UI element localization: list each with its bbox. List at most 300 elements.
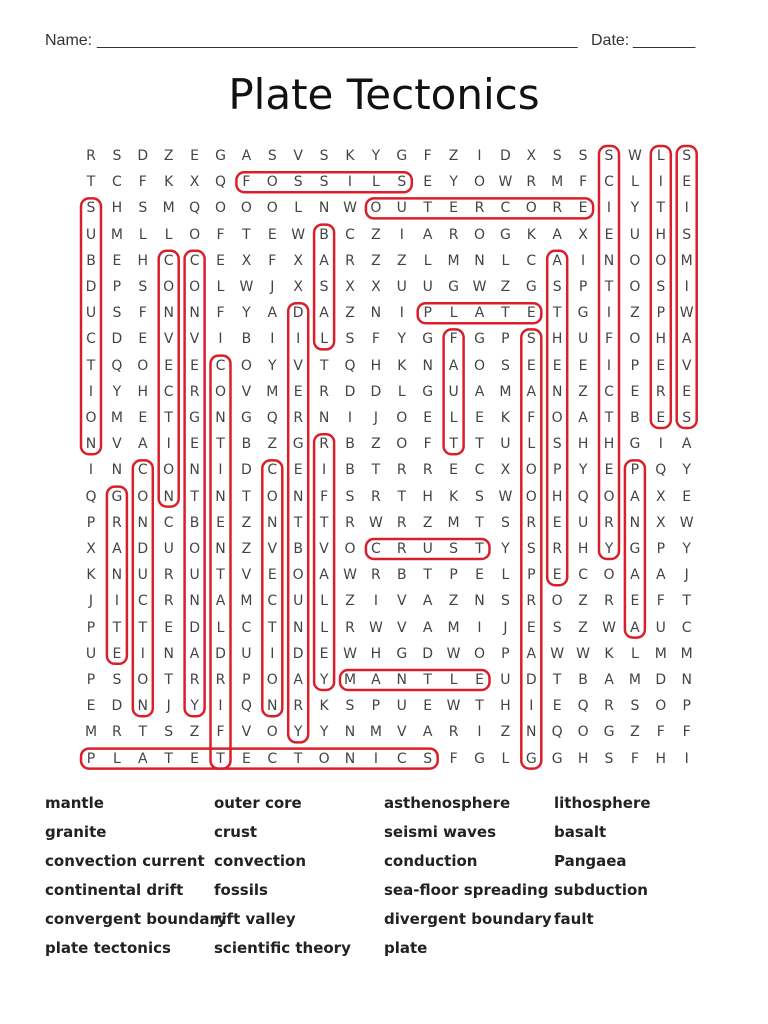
grid-letter[interactable]: B bbox=[86, 252, 96, 269]
grid-letter[interactable]: C bbox=[604, 174, 614, 191]
grid-letter[interactable]: E bbox=[449, 200, 459, 217]
grid-letter[interactable]: O bbox=[266, 724, 278, 741]
grid-letter[interactable]: M bbox=[680, 252, 693, 269]
grid-letter[interactable]: P bbox=[578, 279, 588, 295]
grid-letter[interactable]: C bbox=[215, 357, 226, 374]
grid-letter[interactable]: F bbox=[242, 174, 251, 191]
grid-letter[interactable]: E bbox=[190, 750, 200, 767]
grid-letter[interactable]: F bbox=[604, 331, 614, 348]
grid-letter[interactable]: O bbox=[137, 672, 149, 688]
grid-letter[interactable]: S bbox=[604, 750, 614, 767]
grid-letter[interactable]: G bbox=[525, 750, 537, 767]
grid-letter[interactable]: O bbox=[603, 567, 615, 584]
grid-letter[interactable]: D bbox=[137, 148, 149, 164]
grid-letter[interactable]: E bbox=[190, 357, 200, 374]
grid-letter[interactable]: T bbox=[164, 672, 173, 688]
grid-letter[interactable]: D bbox=[344, 383, 356, 400]
grid-letter[interactable]: Z bbox=[189, 724, 200, 741]
grid-letter[interactable]: V bbox=[397, 619, 407, 636]
grid-letter[interactable]: E bbox=[267, 226, 277, 243]
grid-letter[interactable]: U bbox=[85, 226, 97, 243]
grid-letter[interactable]: A bbox=[293, 672, 303, 688]
grid-letter[interactable]: C bbox=[241, 619, 252, 636]
grid-letter[interactable]: Q bbox=[85, 488, 97, 505]
grid-letter[interactable]: A bbox=[448, 357, 459, 374]
grid-letter[interactable]: Z bbox=[500, 724, 511, 741]
grid-letter[interactable]: O bbox=[603, 488, 615, 505]
grid-letter[interactable]: T bbox=[501, 305, 510, 322]
grid-letter[interactable]: W bbox=[368, 514, 383, 531]
grid-letter[interactable]: Y bbox=[449, 174, 458, 191]
grid-letter[interactable]: V bbox=[293, 357, 303, 374]
grid-letter[interactable]: Q bbox=[240, 698, 252, 715]
grid-letter[interactable]: V bbox=[267, 541, 278, 557]
grid-letter[interactable]: R bbox=[112, 514, 122, 531]
grid-letter[interactable]: I bbox=[373, 593, 378, 610]
grid-letter[interactable]: X bbox=[293, 252, 303, 269]
grid-letter[interactable]: T bbox=[371, 462, 381, 479]
grid-letter[interactable]: G bbox=[525, 279, 537, 295]
grid-letter[interactable]: R bbox=[112, 724, 122, 741]
grid-letter[interactable]: Z bbox=[448, 593, 459, 610]
grid-letter[interactable]: Z bbox=[630, 305, 640, 322]
grid-letter[interactable]: O bbox=[629, 279, 641, 295]
grid-letter[interactable]: F bbox=[449, 750, 458, 767]
grid-letter[interactable]: O bbox=[240, 200, 252, 217]
grid-letter[interactable]: V bbox=[241, 567, 252, 584]
grid-letter[interactable]: L bbox=[216, 619, 225, 636]
grid-letter[interactable]: E bbox=[423, 174, 433, 191]
grid-letter[interactable]: S bbox=[552, 619, 562, 636]
grid-letter[interactable]: A bbox=[319, 567, 329, 584]
grid-letter[interactable]: O bbox=[240, 357, 252, 374]
grid-letter[interactable]: O bbox=[473, 645, 486, 662]
grid-letter[interactable]: V bbox=[189, 331, 200, 348]
grid-letter[interactable]: T bbox=[164, 750, 173, 767]
grid-letter[interactable]: A bbox=[630, 488, 640, 505]
grid-letter[interactable]: S bbox=[397, 174, 407, 191]
grid-letter[interactable]: L bbox=[501, 567, 510, 584]
grid-letter[interactable]: W bbox=[576, 645, 591, 662]
grid-letter[interactable]: X bbox=[578, 226, 588, 243]
grid-letter[interactable]: I bbox=[399, 226, 404, 243]
grid-letter[interactable]: L bbox=[656, 148, 665, 164]
grid-letter[interactable]: C bbox=[267, 750, 278, 767]
grid-letter[interactable]: T bbox=[475, 514, 484, 531]
grid-letter[interactable]: I bbox=[218, 331, 223, 348]
grid-letter[interactable]: S bbox=[500, 593, 510, 610]
grid-letter[interactable]: T bbox=[423, 672, 432, 688]
grid-letter[interactable]: U bbox=[448, 383, 459, 400]
grid-letter[interactable]: T bbox=[552, 305, 562, 322]
grid-letter[interactable]: I bbox=[140, 645, 145, 662]
grid-letter[interactable]: T bbox=[682, 593, 691, 610]
grid-letter[interactable]: Y bbox=[112, 383, 122, 400]
grid-letter[interactable]: T bbox=[604, 410, 614, 426]
grid-letter[interactable]: V bbox=[293, 148, 303, 164]
grid-letter[interactable]: H bbox=[551, 331, 563, 348]
grid-letter[interactable]: E bbox=[552, 357, 562, 374]
grid-letter[interactable]: Z bbox=[397, 252, 407, 269]
grid-letter[interactable]: A bbox=[319, 305, 329, 322]
grid-letter[interactable]: N bbox=[189, 305, 200, 322]
grid-letter[interactable]: C bbox=[86, 331, 96, 348]
grid-letter[interactable]: A bbox=[422, 593, 433, 610]
grid-letter[interactable]: O bbox=[396, 436, 408, 453]
grid-letter[interactable]: I bbox=[658, 174, 663, 191]
grid-letter[interactable]: T bbox=[216, 436, 225, 453]
grid-letter[interactable]: T bbox=[86, 357, 96, 374]
grid-letter[interactable]: R bbox=[526, 514, 537, 531]
grid-letter[interactable]: I bbox=[684, 200, 689, 217]
grid-letter[interactable]: P bbox=[501, 331, 510, 348]
grid-letter[interactable]: H bbox=[422, 488, 433, 505]
grid-letter[interactable]: Y bbox=[630, 200, 640, 217]
grid-letter[interactable]: A bbox=[578, 410, 588, 426]
grid-letter[interactable]: X bbox=[526, 148, 537, 164]
grid-letter[interactable]: I bbox=[296, 331, 301, 348]
grid-letter[interactable]: T bbox=[86, 174, 96, 191]
grid-letter[interactable]: W bbox=[498, 174, 513, 191]
grid-letter[interactable]: J bbox=[88, 593, 94, 610]
grid-letter[interactable]: I bbox=[114, 593, 119, 610]
grid-letter[interactable]: D bbox=[292, 305, 304, 322]
grid-letter[interactable]: U bbox=[163, 541, 174, 557]
grid-letter[interactable]: L bbox=[320, 593, 328, 610]
grid-letter[interactable]: A bbox=[526, 645, 537, 662]
grid-letter[interactable]: Y bbox=[501, 541, 510, 557]
grid-letter[interactable]: G bbox=[577, 305, 589, 322]
grid-letter[interactable]: N bbox=[267, 698, 278, 715]
grid-letter[interactable]: I bbox=[218, 698, 223, 715]
grid-letter[interactable]: R bbox=[422, 462, 433, 479]
grid-letter[interactable]: D bbox=[370, 383, 382, 400]
grid-letter[interactable]: V bbox=[397, 593, 407, 610]
grid-letter[interactable]: I bbox=[658, 436, 663, 453]
grid-letter[interactable]: M bbox=[162, 200, 175, 217]
grid-letter[interactable]: L bbox=[449, 672, 458, 688]
grid-letter[interactable]: E bbox=[604, 226, 614, 243]
grid-letter[interactable]: E bbox=[190, 148, 200, 164]
grid-letter[interactable]: A bbox=[267, 305, 278, 322]
grid-letter[interactable]: G bbox=[111, 488, 123, 505]
grid-letter[interactable]: G bbox=[422, 383, 434, 400]
grid-letter[interactable]: S bbox=[319, 148, 329, 164]
grid-letter[interactable]: E bbox=[112, 252, 122, 269]
grid-letter[interactable]: M bbox=[551, 174, 564, 191]
grid-letter[interactable]: N bbox=[474, 593, 485, 610]
grid-letter[interactable]: L bbox=[320, 331, 328, 348]
grid-letter[interactable]: U bbox=[577, 514, 589, 531]
grid-letter[interactable]: U bbox=[85, 645, 97, 662]
grid-letter[interactable]: B bbox=[578, 672, 588, 688]
grid-letter[interactable]: H bbox=[137, 383, 149, 400]
grid-letter[interactable]: N bbox=[474, 252, 485, 269]
grid-letter[interactable]: P bbox=[630, 357, 640, 374]
grid-letter[interactable]: L bbox=[449, 410, 458, 426]
grid-letter[interactable]: L bbox=[501, 252, 510, 269]
grid-letter[interactable]: M bbox=[266, 383, 279, 400]
grid-letter[interactable]: P bbox=[656, 541, 666, 557]
grid-letter[interactable]: E bbox=[164, 619, 174, 636]
grid-letter[interactable]: A bbox=[526, 383, 537, 400]
grid-letter[interactable]: O bbox=[370, 200, 382, 217]
grid-letter[interactable]: E bbox=[578, 357, 588, 374]
grid-letter[interactable]: Z bbox=[578, 593, 588, 610]
grid-letter[interactable]: V bbox=[112, 436, 122, 453]
grid-letter[interactable]: Y bbox=[578, 462, 588, 479]
grid-letter[interactable]: G bbox=[551, 750, 563, 767]
grid-letter[interactable]: M bbox=[654, 645, 667, 662]
grid-letter[interactable]: E bbox=[423, 698, 433, 715]
grid-letter[interactable]: T bbox=[138, 724, 148, 741]
grid-letter[interactable]: Z bbox=[241, 514, 252, 531]
grid-letter[interactable]: S bbox=[138, 200, 148, 217]
grid-letter[interactable]: S bbox=[293, 174, 303, 191]
grid-letter[interactable]: A bbox=[604, 672, 614, 688]
grid-letter[interactable]: U bbox=[500, 672, 511, 688]
grid-letter[interactable]: M bbox=[447, 619, 460, 636]
grid-letter[interactable]: W bbox=[446, 645, 461, 662]
grid-letter[interactable]: R bbox=[371, 567, 381, 584]
grid-letter[interactable]: D bbox=[85, 279, 97, 295]
grid-letter[interactable]: Q bbox=[655, 462, 667, 479]
grid-letter[interactable]: G bbox=[499, 226, 511, 243]
grid-letter[interactable]: R bbox=[345, 514, 355, 531]
grid-letter[interactable]: N bbox=[292, 488, 304, 505]
grid-letter[interactable]: Y bbox=[319, 724, 329, 741]
grid-letter[interactable]: P bbox=[86, 672, 96, 688]
grid-letter[interactable]: E bbox=[164, 357, 174, 374]
grid-letter[interactable]: C bbox=[371, 541, 381, 557]
grid-letter[interactable]: N bbox=[292, 619, 304, 636]
grid-letter[interactable]: S bbox=[267, 148, 277, 164]
grid-letter[interactable]: N bbox=[370, 305, 382, 322]
grid-letter[interactable]: S bbox=[112, 672, 122, 688]
grid-letter[interactable]: W bbox=[239, 279, 254, 295]
grid-letter[interactable]: X bbox=[86, 541, 96, 557]
grid-letter[interactable]: T bbox=[475, 436, 484, 453]
grid-letter[interactable]: H bbox=[137, 252, 149, 269]
grid-letter[interactable]: A bbox=[474, 305, 485, 322]
grid-letter[interactable]: W bbox=[550, 645, 565, 662]
grid-letter[interactable]: B bbox=[293, 541, 303, 557]
grid-letter[interactable]: U bbox=[655, 619, 666, 636]
grid-letter[interactable]: P bbox=[86, 619, 96, 636]
grid-letter[interactable]: E bbox=[630, 593, 640, 610]
grid-letter[interactable]: P bbox=[552, 462, 562, 479]
grid-letter[interactable]: R bbox=[293, 410, 304, 426]
grid-letter[interactable]: O bbox=[85, 410, 97, 426]
grid-letter[interactable]: J bbox=[684, 567, 689, 584]
grid-letter[interactable]: Z bbox=[448, 148, 459, 164]
grid-letter[interactable]: A bbox=[241, 148, 252, 164]
grid-letter[interactable]: T bbox=[475, 698, 484, 715]
grid-letter[interactable]: S bbox=[112, 148, 122, 164]
grid-letter[interactable]: I bbox=[606, 200, 612, 217]
grid-letter[interactable]: A bbox=[422, 619, 433, 636]
grid-letter[interactable]: A bbox=[681, 436, 692, 453]
grid-letter[interactable]: O bbox=[551, 410, 563, 426]
grid-letter[interactable]: Q bbox=[577, 698, 589, 715]
grid-letter[interactable]: E bbox=[216, 514, 225, 531]
grid-letter[interactable]: S bbox=[578, 148, 588, 164]
grid-letter[interactable]: W bbox=[368, 619, 383, 636]
grid-letter[interactable]: J bbox=[270, 279, 275, 295]
grid-letter[interactable]: J bbox=[373, 410, 378, 426]
grid-letter[interactable]: M bbox=[628, 672, 641, 688]
grid-letter[interactable]: G bbox=[474, 750, 485, 767]
grid-letter[interactable]: N bbox=[215, 410, 226, 426]
grid-letter[interactable]: L bbox=[164, 226, 173, 243]
grid-letter[interactable]: O bbox=[137, 488, 149, 505]
grid-letter[interactable]: N bbox=[551, 383, 563, 400]
grid-letter[interactable]: B bbox=[630, 410, 640, 426]
grid-letter[interactable]: H bbox=[111, 200, 123, 217]
grid-letter[interactable]: T bbox=[475, 541, 484, 557]
grid-letter[interactable]: E bbox=[86, 698, 96, 715]
grid-letter[interactable]: Q bbox=[344, 357, 356, 374]
grid-letter[interactable]: N bbox=[189, 462, 200, 479]
grid-letter[interactable]: I bbox=[373, 750, 378, 767]
grid-letter[interactable]: X bbox=[241, 252, 252, 269]
grid-letter[interactable]: R bbox=[396, 541, 407, 557]
grid-letter[interactable]: M bbox=[499, 383, 512, 400]
grid-letter[interactable]: Q bbox=[189, 200, 201, 217]
grid-letter[interactable]: H bbox=[577, 436, 589, 453]
grid-letter[interactable]: B bbox=[319, 226, 329, 243]
grid-letter[interactable]: E bbox=[112, 645, 122, 662]
grid-letter[interactable]: H bbox=[655, 331, 667, 348]
grid-letter[interactable]: W bbox=[602, 619, 616, 636]
grid-letter[interactable]: N bbox=[526, 724, 537, 741]
grid-letter[interactable]: D bbox=[500, 148, 511, 164]
grid-letter[interactable]: Y bbox=[319, 672, 329, 688]
grid-letter[interactable]: Y bbox=[242, 305, 251, 322]
grid-letter[interactable]: N bbox=[344, 724, 356, 741]
grid-letter[interactable]: E bbox=[682, 488, 692, 505]
grid-letter[interactable]: N bbox=[267, 514, 278, 531]
grid-letter[interactable]: W bbox=[343, 567, 357, 584]
grid-letter[interactable]: S bbox=[345, 488, 355, 505]
grid-letter[interactable]: R bbox=[189, 672, 200, 688]
grid-letter[interactable]: B bbox=[345, 462, 355, 479]
grid-letter[interactable]: F bbox=[656, 593, 665, 610]
grid-letter[interactable]: R bbox=[319, 383, 329, 400]
grid-letter[interactable]: R bbox=[448, 226, 459, 243]
grid-letter[interactable]: U bbox=[500, 436, 511, 453]
grid-letter[interactable]: S bbox=[345, 698, 355, 715]
grid-letter[interactable]: K bbox=[500, 410, 510, 426]
grid-letter[interactable]: O bbox=[655, 252, 667, 269]
grid-letter[interactable]: E bbox=[552, 567, 562, 584]
grid-letter[interactable]: H bbox=[577, 541, 589, 557]
grid-letter[interactable]: R bbox=[526, 593, 537, 610]
grid-letter[interactable]: K bbox=[449, 488, 459, 505]
grid-letter[interactable]: D bbox=[525, 672, 537, 688]
grid-letter[interactable]: L bbox=[397, 383, 406, 400]
grid-letter[interactable]: R bbox=[189, 383, 200, 400]
grid-letter[interactable]: T bbox=[138, 619, 148, 636]
grid-letter[interactable]: S bbox=[552, 148, 562, 164]
grid-letter[interactable]: A bbox=[681, 331, 692, 348]
grid-letter[interactable]: V bbox=[241, 383, 252, 400]
grid-letter[interactable]: S bbox=[682, 410, 692, 426]
grid-letter[interactable]: M bbox=[369, 724, 382, 741]
grid-letter[interactable]: R bbox=[552, 200, 563, 217]
grid-letter[interactable]: D bbox=[422, 645, 434, 662]
grid-letter[interactable]: M bbox=[110, 226, 123, 243]
grid-letter[interactable]: J bbox=[503, 619, 508, 636]
grid-letter[interactable]: C bbox=[267, 593, 278, 610]
grid-letter[interactable]: N bbox=[163, 305, 174, 322]
grid-letter[interactable]: H bbox=[655, 750, 667, 767]
grid-letter[interactable]: W bbox=[472, 279, 487, 295]
grid-letter[interactable]: L bbox=[630, 174, 639, 191]
grid-letter[interactable]: E bbox=[526, 305, 536, 322]
grid-letter[interactable]: O bbox=[629, 331, 641, 348]
grid-letter[interactable]: O bbox=[214, 200, 227, 217]
grid-letter[interactable]: T bbox=[242, 488, 251, 505]
grid-letter[interactable]: C bbox=[163, 514, 174, 531]
grid-letter[interactable]: E bbox=[293, 462, 303, 479]
grid-letter[interactable]: P bbox=[527, 567, 536, 584]
grid-letter[interactable]: U bbox=[396, 698, 407, 715]
grid-letter[interactable]: E bbox=[682, 174, 692, 191]
grid-letter[interactable]: C bbox=[112, 174, 122, 191]
grid-letter[interactable]: C bbox=[189, 252, 200, 269]
grid-letter[interactable]: N bbox=[85, 436, 97, 453]
grid-letter[interactable]: W bbox=[679, 514, 694, 531]
grid-letter[interactable]: P bbox=[656, 305, 666, 322]
grid-letter[interactable]: R bbox=[655, 383, 666, 400]
grid-letter[interactable]: O bbox=[473, 226, 486, 243]
grid-letter[interactable]: P bbox=[630, 462, 640, 479]
grid-letter[interactable]: K bbox=[604, 645, 614, 662]
grid-letter[interactable]: D bbox=[655, 672, 667, 688]
grid-letter[interactable]: E bbox=[475, 672, 484, 688]
grid-letter[interactable]: G bbox=[603, 724, 615, 741]
grid-letter[interactable]: L bbox=[294, 200, 303, 217]
grid-letter[interactable]: W bbox=[343, 645, 357, 662]
grid-letter[interactable]: P bbox=[242, 672, 251, 688]
grid-letter[interactable]: S bbox=[319, 174, 329, 191]
grid-letter[interactable]: G bbox=[448, 279, 460, 295]
grid-letter[interactable]: E bbox=[526, 357, 536, 374]
grid-letter[interactable]: N bbox=[422, 357, 433, 374]
grid-letter[interactable]: F bbox=[423, 148, 432, 164]
grid-letter[interactable]: C bbox=[474, 462, 485, 479]
grid-letter[interactable]: P bbox=[682, 698, 691, 715]
grid-letter[interactable]: U bbox=[422, 279, 433, 295]
grid-letter[interactable]: O bbox=[318, 750, 330, 767]
grid-letter[interactable]: O bbox=[655, 698, 667, 715]
grid-letter[interactable]: C bbox=[163, 252, 174, 269]
grid-letter[interactable]: K bbox=[86, 567, 96, 584]
grid-letter[interactable]: Z bbox=[578, 383, 588, 400]
grid-letter[interactable]: K bbox=[319, 698, 329, 715]
grid-letter[interactable]: A bbox=[422, 226, 433, 243]
grid-letter[interactable]: R bbox=[448, 724, 459, 741]
grid-letter[interactable]: E bbox=[552, 514, 562, 531]
grid-letter[interactable]: Z bbox=[630, 724, 640, 741]
grid-letter[interactable]: F bbox=[216, 724, 225, 741]
grid-letter[interactable]: S bbox=[682, 148, 692, 164]
grid-letter[interactable]: S bbox=[656, 279, 666, 295]
grid-letter[interactable]: T bbox=[319, 514, 329, 531]
grid-letter[interactable]: G bbox=[474, 331, 485, 348]
grid-letter[interactable]: U bbox=[396, 279, 407, 295]
